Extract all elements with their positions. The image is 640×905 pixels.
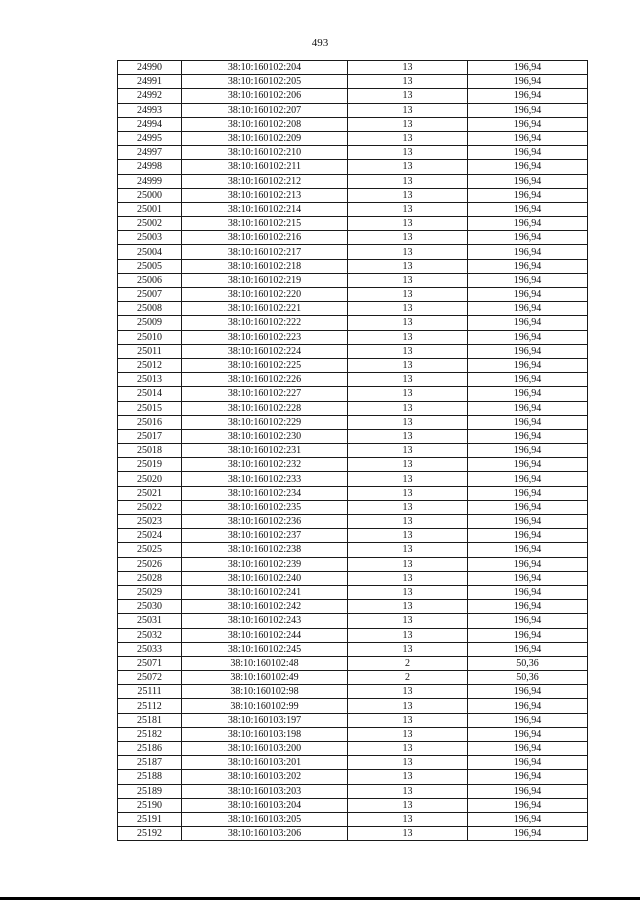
cadastral-number-cell: 38:10:160102:212 bbox=[182, 174, 348, 188]
cadastral-number-cell: 38:10:160102:48 bbox=[182, 656, 348, 670]
cadastral-number-cell: 38:10:160102:204 bbox=[182, 61, 348, 75]
cadastral-number-cell: 38:10:160102:232 bbox=[182, 458, 348, 472]
value-cell: 196,94 bbox=[468, 117, 588, 131]
table-row bbox=[118, 500, 588, 514]
count-cell: 13 bbox=[348, 373, 468, 387]
value-cell: 196,94 bbox=[468, 798, 588, 812]
row-number-cell: 25022 bbox=[118, 500, 182, 514]
row-number-cell: 25021 bbox=[118, 486, 182, 500]
table-row bbox=[118, 784, 588, 798]
count-cell: 13 bbox=[348, 529, 468, 543]
cadastral-number-cell: 38:10:160102:234 bbox=[182, 486, 348, 500]
count-cell: 13 bbox=[348, 699, 468, 713]
cadastral-number-cell: 38:10:160102:215 bbox=[182, 217, 348, 231]
row-number-cell: 25007 bbox=[118, 288, 182, 302]
cadastral-number-cell: 38:10:160102:220 bbox=[182, 288, 348, 302]
row-number-cell: 25190 bbox=[118, 798, 182, 812]
count-cell: 13 bbox=[348, 61, 468, 75]
table-row bbox=[118, 245, 588, 259]
value-cell: 196,94 bbox=[468, 600, 588, 614]
table-row bbox=[118, 174, 588, 188]
row-number-cell: 25024 bbox=[118, 529, 182, 543]
cadastral-number-cell: 38:10:160102:223 bbox=[182, 330, 348, 344]
count-cell: 13 bbox=[348, 401, 468, 415]
table-row bbox=[118, 429, 588, 443]
cadastral-number-cell: 38:10:160102:99 bbox=[182, 699, 348, 713]
cadastral-number-cell: 38:10:160103:204 bbox=[182, 798, 348, 812]
cadastral-number-cell: 38:10:160102:242 bbox=[182, 600, 348, 614]
count-cell: 13 bbox=[348, 784, 468, 798]
page-bottom-border bbox=[0, 897, 640, 900]
count-cell: 13 bbox=[348, 515, 468, 529]
table-row bbox=[118, 160, 588, 174]
table-row bbox=[118, 117, 588, 131]
table-row bbox=[118, 330, 588, 344]
row-number-cell: 25016 bbox=[118, 415, 182, 429]
count-cell: 13 bbox=[348, 628, 468, 642]
cadastral-number-cell: 38:10:160102:237 bbox=[182, 529, 348, 543]
row-number-cell: 25191 bbox=[118, 812, 182, 826]
table-row bbox=[118, 131, 588, 145]
count-cell: 13 bbox=[348, 571, 468, 585]
value-cell: 196,94 bbox=[468, 543, 588, 557]
value-cell: 196,94 bbox=[468, 387, 588, 401]
row-number-cell: 24998 bbox=[118, 160, 182, 174]
table-row bbox=[118, 656, 588, 670]
count-cell: 13 bbox=[348, 231, 468, 245]
value-cell: 196,94 bbox=[468, 827, 588, 841]
row-number-cell: 24995 bbox=[118, 131, 182, 145]
table-row bbox=[118, 259, 588, 273]
table-row bbox=[118, 628, 588, 642]
value-cell: 196,94 bbox=[468, 245, 588, 259]
count-cell: 13 bbox=[348, 585, 468, 599]
value-cell: 196,94 bbox=[468, 727, 588, 741]
row-number-cell: 25019 bbox=[118, 458, 182, 472]
value-cell: 196,94 bbox=[468, 415, 588, 429]
count-cell: 13 bbox=[348, 188, 468, 202]
table-row bbox=[118, 685, 588, 699]
table-row bbox=[118, 827, 588, 841]
row-number-cell: 25188 bbox=[118, 770, 182, 784]
cadastral-number-cell: 38:10:160102:225 bbox=[182, 358, 348, 372]
row-number-cell: 25111 bbox=[118, 685, 182, 699]
count-cell: 13 bbox=[348, 444, 468, 458]
value-cell: 196,94 bbox=[468, 500, 588, 514]
count-cell: 13 bbox=[348, 174, 468, 188]
row-number-cell: 25187 bbox=[118, 756, 182, 770]
value-cell: 196,94 bbox=[468, 316, 588, 330]
count-cell: 13 bbox=[348, 557, 468, 571]
row-number-cell: 25029 bbox=[118, 585, 182, 599]
cadastral-number-cell: 38:10:160102:236 bbox=[182, 515, 348, 529]
table-row bbox=[118, 316, 588, 330]
value-cell: 196,94 bbox=[468, 75, 588, 89]
value-cell: 196,94 bbox=[468, 358, 588, 372]
row-number-cell: 24992 bbox=[118, 89, 182, 103]
table-row bbox=[118, 344, 588, 358]
value-cell: 196,94 bbox=[468, 713, 588, 727]
row-number-cell: 25072 bbox=[118, 671, 182, 685]
table-row bbox=[118, 103, 588, 117]
cadastral-number-cell: 38:10:160103:201 bbox=[182, 756, 348, 770]
cadastral-number-cell: 38:10:160102:229 bbox=[182, 415, 348, 429]
cadastral-number-cell: 38:10:160102:238 bbox=[182, 543, 348, 557]
row-number-cell: 25030 bbox=[118, 600, 182, 614]
row-number-cell: 25006 bbox=[118, 273, 182, 287]
data-table bbox=[117, 60, 588, 841]
row-number-cell: 25032 bbox=[118, 628, 182, 642]
value-cell: 196,94 bbox=[468, 188, 588, 202]
value-cell: 196,94 bbox=[468, 458, 588, 472]
count-cell: 13 bbox=[348, 472, 468, 486]
count-cell: 13 bbox=[348, 600, 468, 614]
cadastral-number-cell: 38:10:160102:221 bbox=[182, 302, 348, 316]
cadastral-number-cell: 38:10:160103:198 bbox=[182, 727, 348, 741]
row-number-cell: 25001 bbox=[118, 202, 182, 216]
cadastral-number-cell: 38:10:160102:214 bbox=[182, 202, 348, 216]
count-cell: 13 bbox=[348, 316, 468, 330]
table-row bbox=[118, 713, 588, 727]
row-number-cell: 25017 bbox=[118, 429, 182, 443]
value-cell: 196,94 bbox=[468, 571, 588, 585]
table-row bbox=[118, 756, 588, 770]
table-row bbox=[118, 472, 588, 486]
row-number-cell: 24990 bbox=[118, 61, 182, 75]
table-row bbox=[118, 75, 588, 89]
cadastral-number-cell: 38:10:160103:202 bbox=[182, 770, 348, 784]
count-cell: 13 bbox=[348, 429, 468, 443]
table-row bbox=[118, 812, 588, 826]
value-cell: 196,94 bbox=[468, 628, 588, 642]
count-cell: 13 bbox=[348, 486, 468, 500]
row-number-cell: 25018 bbox=[118, 444, 182, 458]
table-row bbox=[118, 585, 588, 599]
table-row bbox=[118, 89, 588, 103]
count-cell: 13 bbox=[348, 387, 468, 401]
count-cell: 13 bbox=[348, 160, 468, 174]
value-cell: 196,94 bbox=[468, 642, 588, 656]
value-cell: 196,94 bbox=[468, 557, 588, 571]
table-row bbox=[118, 543, 588, 557]
row-number-cell: 25011 bbox=[118, 344, 182, 358]
table-row bbox=[118, 387, 588, 401]
count-cell: 13 bbox=[348, 827, 468, 841]
value-cell: 196,94 bbox=[468, 444, 588, 458]
table-body bbox=[118, 61, 588, 841]
row-number-cell: 25112 bbox=[118, 699, 182, 713]
cadastral-number-cell: 38:10:160103:197 bbox=[182, 713, 348, 727]
row-number-cell: 25031 bbox=[118, 614, 182, 628]
row-number-cell: 24991 bbox=[118, 75, 182, 89]
cadastral-number-cell: 38:10:160102:231 bbox=[182, 444, 348, 458]
count-cell: 13 bbox=[348, 500, 468, 514]
row-number-cell: 24997 bbox=[118, 146, 182, 160]
row-number-cell: 25023 bbox=[118, 515, 182, 529]
count-cell: 13 bbox=[348, 117, 468, 131]
row-number-cell: 25033 bbox=[118, 642, 182, 656]
table-row bbox=[118, 358, 588, 372]
value-cell: 196,94 bbox=[468, 486, 588, 500]
table-row bbox=[118, 231, 588, 245]
value-cell: 196,94 bbox=[468, 330, 588, 344]
row-number-cell: 24994 bbox=[118, 117, 182, 131]
row-number-cell: 25002 bbox=[118, 217, 182, 231]
count-cell: 13 bbox=[348, 713, 468, 727]
cadastral-number-cell: 38:10:160102:209 bbox=[182, 131, 348, 145]
table-row bbox=[118, 273, 588, 287]
cadastral-number-cell: 38:10:160102:216 bbox=[182, 231, 348, 245]
table-row bbox=[118, 458, 588, 472]
row-number-cell: 25181 bbox=[118, 713, 182, 727]
cadastral-number-cell: 38:10:160102:241 bbox=[182, 585, 348, 599]
count-cell: 2 bbox=[348, 656, 468, 670]
row-number-cell: 25186 bbox=[118, 742, 182, 756]
value-cell: 50,36 bbox=[468, 671, 588, 685]
row-number-cell: 25014 bbox=[118, 387, 182, 401]
cadastral-number-cell: 38:10:160102:206 bbox=[182, 89, 348, 103]
cadastral-number-cell: 38:10:160102:244 bbox=[182, 628, 348, 642]
cadastral-number-cell: 38:10:160103:205 bbox=[182, 812, 348, 826]
cadastral-number-cell: 38:10:160102:226 bbox=[182, 373, 348, 387]
row-number-cell: 25013 bbox=[118, 373, 182, 387]
value-cell: 196,94 bbox=[468, 89, 588, 103]
table-row bbox=[118, 614, 588, 628]
count-cell: 13 bbox=[348, 217, 468, 231]
value-cell: 196,94 bbox=[468, 302, 588, 316]
cadastral-number-cell: 38:10:160103:203 bbox=[182, 784, 348, 798]
cadastral-number-cell: 38:10:160102:228 bbox=[182, 401, 348, 415]
value-cell: 196,94 bbox=[468, 515, 588, 529]
value-cell: 196,94 bbox=[468, 699, 588, 713]
row-number-cell: 25026 bbox=[118, 557, 182, 571]
value-cell: 196,94 bbox=[468, 742, 588, 756]
cadastral-number-cell: 38:10:160102:208 bbox=[182, 117, 348, 131]
cadastral-number-cell: 38:10:160102:210 bbox=[182, 146, 348, 160]
cadastral-number-cell: 38:10:160103:200 bbox=[182, 742, 348, 756]
count-cell: 13 bbox=[348, 742, 468, 756]
count-cell: 13 bbox=[348, 685, 468, 699]
cadastral-number-cell: 38:10:160103:206 bbox=[182, 827, 348, 841]
value-cell: 196,94 bbox=[468, 812, 588, 826]
value-cell: 196,94 bbox=[468, 288, 588, 302]
row-number-cell: 25192 bbox=[118, 827, 182, 841]
value-cell: 196,94 bbox=[468, 131, 588, 145]
cadastral-number-cell: 38:10:160102:213 bbox=[182, 188, 348, 202]
table-row bbox=[118, 571, 588, 585]
table-row bbox=[118, 642, 588, 656]
row-number-cell: 25020 bbox=[118, 472, 182, 486]
table-row bbox=[118, 600, 588, 614]
page-number: 493 bbox=[311, 37, 329, 49]
table-row bbox=[118, 742, 588, 756]
table-row bbox=[118, 699, 588, 713]
row-number-cell: 25010 bbox=[118, 330, 182, 344]
cadastral-number-cell: 38:10:160102:207 bbox=[182, 103, 348, 117]
value-cell: 196,94 bbox=[468, 756, 588, 770]
count-cell: 13 bbox=[348, 756, 468, 770]
table-row bbox=[118, 373, 588, 387]
count-cell: 13 bbox=[348, 812, 468, 826]
value-cell: 50,36 bbox=[468, 656, 588, 670]
cadastral-number-cell: 38:10:160102:230 bbox=[182, 429, 348, 443]
value-cell: 196,94 bbox=[468, 373, 588, 387]
value-cell: 196,94 bbox=[468, 160, 588, 174]
count-cell: 13 bbox=[348, 798, 468, 812]
table-row bbox=[118, 557, 588, 571]
count-cell: 13 bbox=[348, 770, 468, 784]
count-cell: 13 bbox=[348, 259, 468, 273]
table-row bbox=[118, 444, 588, 458]
count-cell: 13 bbox=[348, 330, 468, 344]
cadastral-number-cell: 38:10:160102:227 bbox=[182, 387, 348, 401]
value-cell: 196,94 bbox=[468, 174, 588, 188]
value-cell: 196,94 bbox=[468, 202, 588, 216]
cadastral-number-cell: 38:10:160102:222 bbox=[182, 316, 348, 330]
row-number-cell: 25028 bbox=[118, 571, 182, 585]
row-number-cell: 25012 bbox=[118, 358, 182, 372]
count-cell: 13 bbox=[348, 89, 468, 103]
count-cell: 13 bbox=[348, 358, 468, 372]
value-cell: 196,94 bbox=[468, 784, 588, 798]
table-row bbox=[118, 515, 588, 529]
cadastral-number-cell: 38:10:160102:224 bbox=[182, 344, 348, 358]
cadastral-number-cell: 38:10:160102:243 bbox=[182, 614, 348, 628]
table-row bbox=[118, 529, 588, 543]
value-cell: 196,94 bbox=[468, 217, 588, 231]
table-row bbox=[118, 401, 588, 415]
value-cell: 196,94 bbox=[468, 231, 588, 245]
cadastral-number-cell: 38:10:160102:239 bbox=[182, 557, 348, 571]
count-cell: 13 bbox=[348, 131, 468, 145]
row-number-cell: 25071 bbox=[118, 656, 182, 670]
table-row bbox=[118, 727, 588, 741]
value-cell: 196,94 bbox=[468, 429, 588, 443]
count-cell: 13 bbox=[348, 543, 468, 557]
table-row bbox=[118, 288, 588, 302]
table-row bbox=[118, 188, 588, 202]
table-row bbox=[118, 146, 588, 160]
cadastral-number-cell: 38:10:160102:219 bbox=[182, 273, 348, 287]
row-number-cell: 25182 bbox=[118, 727, 182, 741]
count-cell: 13 bbox=[348, 727, 468, 741]
value-cell: 196,94 bbox=[468, 103, 588, 117]
cadastral-number-cell: 38:10:160102:218 bbox=[182, 259, 348, 273]
table-row bbox=[118, 671, 588, 685]
table-row bbox=[118, 415, 588, 429]
count-cell: 13 bbox=[348, 75, 468, 89]
row-number-cell: 25025 bbox=[118, 543, 182, 557]
value-cell: 196,94 bbox=[468, 344, 588, 358]
table-row bbox=[118, 61, 588, 75]
value-cell: 196,94 bbox=[468, 259, 588, 273]
row-number-cell: 25005 bbox=[118, 259, 182, 273]
count-cell: 13 bbox=[348, 458, 468, 472]
count-cell: 13 bbox=[348, 245, 468, 259]
count-cell: 13 bbox=[348, 146, 468, 160]
value-cell: 196,94 bbox=[468, 614, 588, 628]
value-cell: 196,94 bbox=[468, 685, 588, 699]
table-row bbox=[118, 486, 588, 500]
cadastral-number-cell: 38:10:160102:211 bbox=[182, 160, 348, 174]
row-number-cell: 25004 bbox=[118, 245, 182, 259]
row-number-cell: 25189 bbox=[118, 784, 182, 798]
count-cell: 13 bbox=[348, 642, 468, 656]
value-cell: 196,94 bbox=[468, 585, 588, 599]
count-cell: 2 bbox=[348, 671, 468, 685]
value-cell: 196,94 bbox=[468, 273, 588, 287]
count-cell: 13 bbox=[348, 415, 468, 429]
count-cell: 13 bbox=[348, 614, 468, 628]
value-cell: 196,94 bbox=[468, 770, 588, 784]
row-number-cell: 25003 bbox=[118, 231, 182, 245]
value-cell: 196,94 bbox=[468, 401, 588, 415]
count-cell: 13 bbox=[348, 103, 468, 117]
table-row bbox=[118, 770, 588, 784]
value-cell: 196,94 bbox=[468, 472, 588, 486]
cadastral-number-cell: 38:10:160102:233 bbox=[182, 472, 348, 486]
cadastral-number-cell: 38:10:160102:205 bbox=[182, 75, 348, 89]
value-cell: 196,94 bbox=[468, 61, 588, 75]
cadastral-number-cell: 38:10:160102:98 bbox=[182, 685, 348, 699]
count-cell: 13 bbox=[348, 344, 468, 358]
cadastral-number-cell: 38:10:160102:217 bbox=[182, 245, 348, 259]
cadastral-number-cell: 38:10:160102:245 bbox=[182, 642, 348, 656]
table-row bbox=[118, 217, 588, 231]
table-row bbox=[118, 202, 588, 216]
count-cell: 13 bbox=[348, 302, 468, 316]
row-number-cell: 24993 bbox=[118, 103, 182, 117]
row-number-cell: 24999 bbox=[118, 174, 182, 188]
cadastral-number-cell: 38:10:160102:235 bbox=[182, 500, 348, 514]
row-number-cell: 25008 bbox=[118, 302, 182, 316]
count-cell: 13 bbox=[348, 273, 468, 287]
cadastral-number-cell: 38:10:160102:240 bbox=[182, 571, 348, 585]
value-cell: 196,94 bbox=[468, 529, 588, 543]
row-number-cell: 25015 bbox=[118, 401, 182, 415]
value-cell: 196,94 bbox=[468, 146, 588, 160]
count-cell: 13 bbox=[348, 288, 468, 302]
row-number-cell: 25009 bbox=[118, 316, 182, 330]
table-row bbox=[118, 302, 588, 316]
count-cell: 13 bbox=[348, 202, 468, 216]
table-row bbox=[118, 798, 588, 812]
cadastral-number-cell: 38:10:160102:49 bbox=[182, 671, 348, 685]
row-number-cell: 25000 bbox=[118, 188, 182, 202]
